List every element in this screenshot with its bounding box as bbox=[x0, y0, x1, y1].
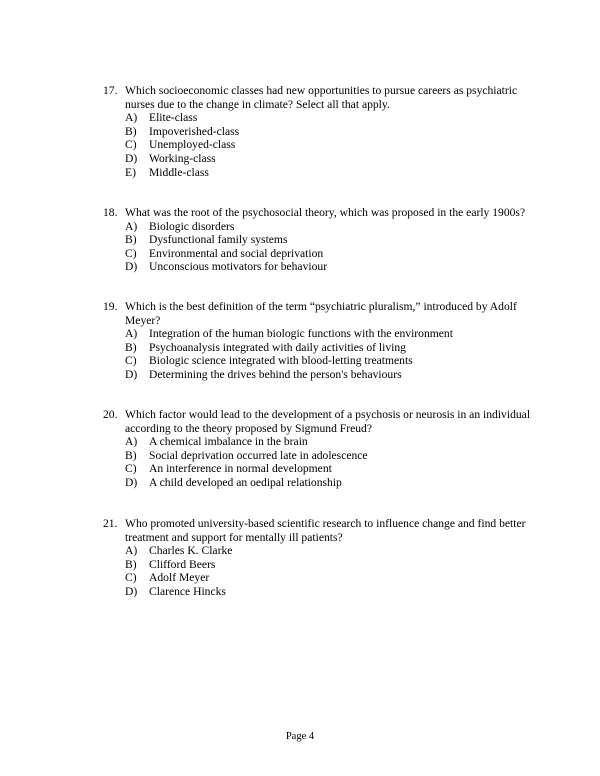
option-letter: B) bbox=[125, 340, 137, 354]
option-letter: B) bbox=[125, 448, 137, 462]
question-17 bbox=[103, 84, 543, 179]
option-letter: D) bbox=[125, 367, 138, 381]
option-text: Social deprivation occurred late in adolescence bbox=[149, 448, 368, 462]
question-text: Who promoted university-based scientific research to influence change and find better treatment and support for mentally ill patients? bbox=[125, 517, 526, 544]
option-text: Dysfunctional family systems bbox=[149, 233, 288, 247]
option-text: Biologic disorders bbox=[149, 219, 235, 233]
option-text: Clifford Beers bbox=[149, 557, 216, 571]
option-text: Elite-class bbox=[149, 111, 198, 125]
option-letter: B) bbox=[125, 233, 137, 247]
option-list bbox=[125, 327, 543, 381]
option-letter: B) bbox=[125, 124, 137, 138]
option-letter: B) bbox=[125, 557, 137, 571]
option-letter: A) bbox=[125, 111, 138, 125]
option-letter: D) bbox=[125, 151, 138, 165]
option-letter: A) bbox=[125, 435, 138, 449]
option-letter: C) bbox=[125, 246, 137, 260]
option-text: Working-class bbox=[149, 151, 216, 165]
option-letter: C) bbox=[125, 138, 137, 152]
option-b bbox=[125, 233, 543, 247]
option-letter: A) bbox=[125, 327, 138, 341]
option-text: An interference in normal development bbox=[149, 462, 332, 476]
option-c bbox=[125, 354, 543, 368]
option-b bbox=[125, 558, 543, 572]
question-number: 20. bbox=[103, 408, 118, 421]
option-letter: E) bbox=[125, 165, 136, 179]
question-number: 21. bbox=[103, 517, 118, 530]
option-text: Environmental and social deprivation bbox=[149, 246, 324, 260]
option-d bbox=[125, 152, 543, 166]
option-letter: C) bbox=[125, 571, 137, 585]
option-text: Impoverished-class bbox=[149, 124, 240, 138]
option-a bbox=[125, 544, 543, 558]
option-text: Determining the drives behind the person's behaviours bbox=[149, 367, 402, 381]
option-text: A child developed an oedipal relationship bbox=[149, 475, 342, 489]
option-text: Psychoanalysis integrated with daily activities of living bbox=[149, 340, 406, 354]
option-text: Unemployed-class bbox=[149, 138, 236, 152]
question-19 bbox=[103, 300, 543, 382]
question-18 bbox=[103, 206, 543, 274]
option-b bbox=[125, 341, 543, 355]
option-b bbox=[125, 125, 543, 139]
option-a bbox=[125, 327, 543, 341]
option-letter: C) bbox=[125, 462, 137, 476]
question-21 bbox=[103, 517, 543, 599]
option-c bbox=[125, 571, 543, 585]
option-text: A chemical imbalance in the brain bbox=[149, 435, 308, 449]
question-number: 17. bbox=[103, 84, 118, 97]
option-text: Clarence Hincks bbox=[149, 584, 226, 598]
option-e bbox=[125, 166, 543, 180]
question-number: 19. bbox=[103, 300, 118, 313]
option-text: Charles K. Clarke bbox=[149, 544, 233, 558]
option-d bbox=[125, 476, 543, 490]
option-list bbox=[125, 544, 543, 598]
question-20 bbox=[103, 408, 543, 490]
option-text: Integration of the human biologic functions with the environment bbox=[149, 327, 453, 341]
question-number: 18. bbox=[103, 206, 118, 219]
option-text: Unconscious motivators for behaviour bbox=[149, 260, 328, 274]
option-d bbox=[125, 368, 543, 382]
question-text: What was the root of the psychosocial theory, which was proposed in the early 1900s? bbox=[125, 206, 526, 219]
option-letter: D) bbox=[125, 475, 138, 489]
option-b bbox=[125, 449, 543, 463]
question-text: Which is the best definition of the term “psychiatric pluralism,” introduced by Adolf Meyer? bbox=[125, 300, 517, 327]
option-c bbox=[125, 247, 543, 261]
question-text: Which socioeconomic classes had new opportunities to pursue careers as psychiatric nurses due to the change in climate? Select all that apply. bbox=[125, 84, 518, 111]
option-letter: D) bbox=[125, 260, 138, 274]
option-letter: D) bbox=[125, 584, 138, 598]
option-letter: A) bbox=[125, 544, 138, 558]
option-d bbox=[125, 585, 543, 599]
option-text: Adolf Meyer bbox=[149, 571, 210, 585]
option-a bbox=[125, 435, 543, 449]
option-list bbox=[125, 111, 543, 179]
option-c bbox=[125, 462, 543, 476]
option-text: Biologic science integrated with blood-letting treatments bbox=[149, 354, 413, 368]
page-number: Page 4 bbox=[285, 731, 315, 742]
option-a bbox=[125, 111, 543, 125]
question-text: Which factor would lead to the development of a psychosis or neurosis in an individual according to the theory proposed by Sigmund Freud? bbox=[125, 408, 531, 435]
option-d bbox=[125, 260, 543, 274]
option-list bbox=[125, 220, 543, 274]
option-a bbox=[125, 220, 543, 234]
option-letter: A) bbox=[125, 219, 138, 233]
option-letter: C) bbox=[125, 354, 137, 368]
option-text: Middle-class bbox=[149, 165, 209, 179]
option-c bbox=[125, 138, 543, 152]
option-list bbox=[125, 435, 543, 489]
